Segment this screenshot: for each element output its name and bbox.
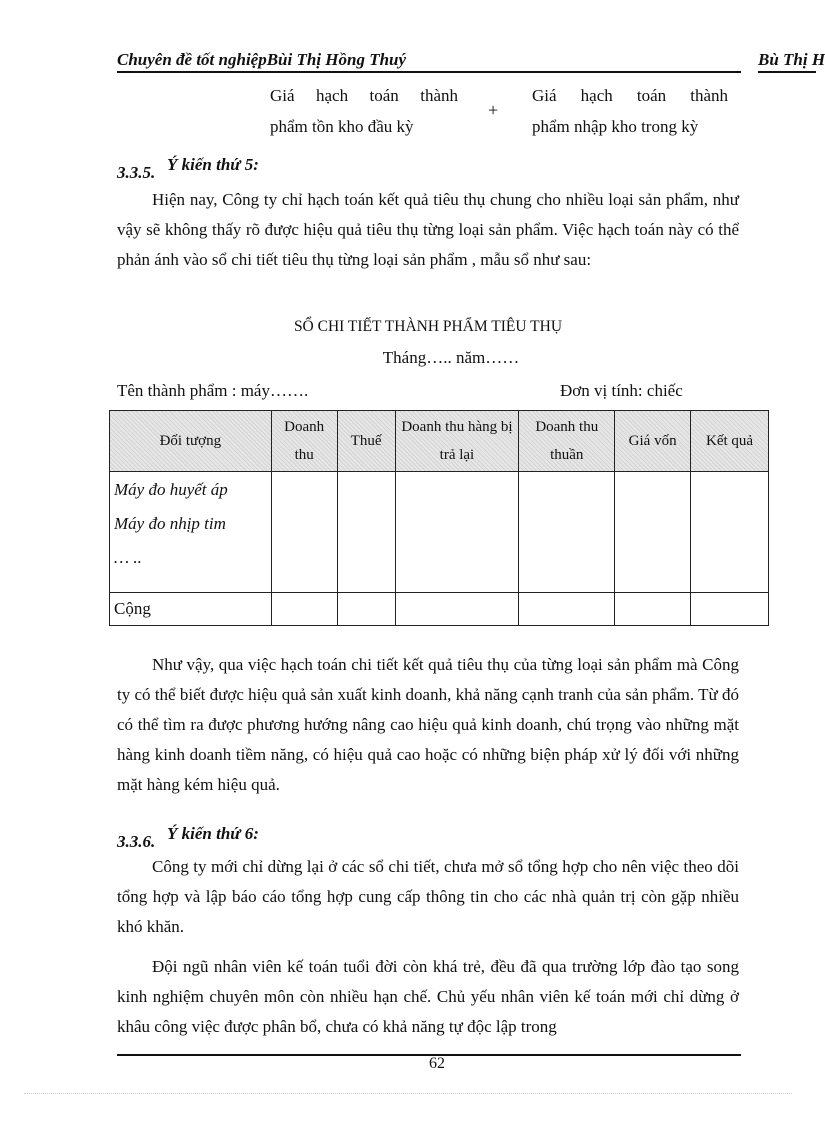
- column-header: Doanh thu: [271, 411, 337, 472]
- ledger-unit-label: Đơn vị tính: chiếc: [560, 381, 683, 400]
- formula-left-line-2: phẩm tồn kho đầu kỳ: [270, 117, 414, 136]
- formula-plus-operator: +: [488, 100, 499, 120]
- formula-right-line-2: phẩm nhập kho trong kỳ: [532, 117, 699, 136]
- section-5-paragraph: Hiện nay, Công ty chỉ hạch toán kết quả tiêu thụ chung cho nhiều loại sản phẩm, như vậy sẽ không thấy rõ được hiệu quả tiêu thụ từng loại sản phẩm. Việc hạch toán này có thể phản ánh vào sổ chi tiết tiêu thụ từng loại sản phẩm , mẫu sổ như sau:: [117, 190, 739, 269]
- empty-cell: [691, 472, 769, 593]
- ledger-title: SỔ CHI TIẾT THÀNH PHẨM TIÊU THỤ: [293, 318, 563, 335]
- list-item: Máy đo nhịp tim: [114, 514, 226, 533]
- header-rule: [117, 71, 741, 73]
- section-5-number: 3.3.5.: [117, 163, 156, 182]
- list-item: Máy đo huyết áp: [114, 480, 228, 499]
- empty-cell: [337, 472, 395, 593]
- page-number: 62: [429, 1055, 445, 1072]
- formula-left-line-1: Giá hạch toán thành: [270, 86, 458, 105]
- section-6-paragraph-2: Đội ngũ nhân viên kế toán tuổi đời còn khá trẻ, đều đã qua trường lớp đào tạo song kinh nghiệm chuyên môn còn nhiều hạn chế. Chủ yếu nhân viên kế toán mới chỉ dừng ở khâu công việc được phân bổ, chưa có khả năng tự độc lập trong: [117, 957, 739, 1036]
- column-header: Đối tượng: [110, 411, 272, 472]
- column-header: Giá vốn: [615, 411, 691, 472]
- ledger-header-row: [110, 411, 769, 472]
- list-item: … ..: [114, 548, 142, 567]
- items-cell: [110, 472, 272, 593]
- column-header: Doanh thu hàng bị trả lại: [395, 411, 519, 472]
- section-6-paragraph-1: Công ty mới chỉ dừng lại ở các sổ chi tiết, chưa mở sổ tổng hợp cho nên việc theo dõi tổng hợp và lập báo cáo tổng hợp cung cấp thông tin cho các nhà quản trị còn gặp nhiều khó khăn.: [117, 857, 739, 936]
- empty-cell: [395, 593, 519, 626]
- ledger-period: Tháng….. năm……: [382, 348, 520, 367]
- running-header-fragment: Bù Thị H: [758, 50, 825, 69]
- section-6-number: 3.3.6.: [117, 832, 156, 851]
- column-header: Thuế: [337, 411, 395, 472]
- empty-cell: [519, 472, 615, 593]
- empty-cell: [337, 593, 395, 626]
- section-5-title: Ý kiến thứ 5:: [167, 155, 259, 174]
- ledger-items-row: [110, 472, 769, 593]
- section-6-title: Ý kiến thứ 6:: [167, 824, 259, 843]
- column-header: Doanh thu thuần: [519, 411, 615, 472]
- empty-cell: [691, 593, 769, 626]
- empty-cell: [615, 593, 691, 626]
- paragraph-after-table: Như vậy, qua việc hạch toán chi tiết kết quả tiêu thụ của từng loại sản phẩm mà Công ty có thể biết được hiệu quả sản xuất kinh doanh, khả năng cạnh tranh của sản phẩm. Từ đó có thể tìm ra được phương hướng nâng cao hiệu quả kinh doanh, chú trọng vào những mặt hàng kinh doanh tiềm năng, có hiệu quả cao hoặc có những biện pháp xử lý đối với những mặt hàng kém hiệu quả.: [117, 655, 739, 794]
- empty-cell: [519, 593, 615, 626]
- empty-cell: [615, 472, 691, 593]
- empty-cell: [395, 472, 519, 593]
- formula-right-line-1: Giá hạch toán thành: [532, 86, 728, 105]
- total-label: Cộng: [110, 593, 272, 626]
- ledger-product-label: Tên thành phẩm : máy…….: [117, 381, 309, 400]
- page-bottom-divider: [24, 1093, 792, 1094]
- ledger-table: [109, 410, 769, 626]
- column-header: Kết quả: [691, 411, 769, 472]
- empty-cell: [271, 593, 337, 626]
- ledger-total-row: [110, 593, 769, 626]
- running-header-title: Chuyên đề tốt nghiệpBùi Thị Hồng Thuý: [117, 50, 407, 69]
- empty-cell: [271, 472, 337, 593]
- header-rule-right: [758, 71, 816, 73]
